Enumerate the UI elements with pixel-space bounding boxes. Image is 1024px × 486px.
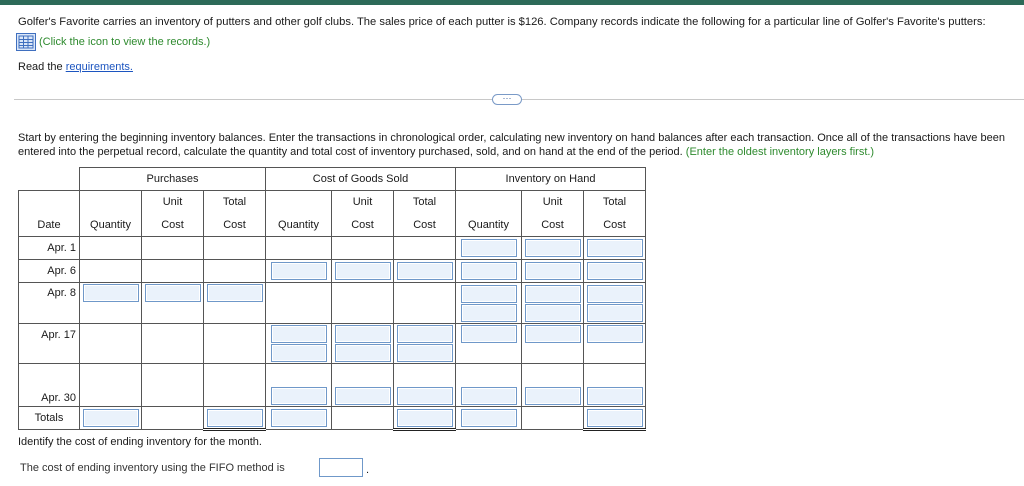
fifo-ending-inventory-input[interactable]: [319, 458, 363, 477]
inv-qty-header-top: [456, 191, 522, 214]
date-apr-6: Apr. 6: [19, 260, 80, 283]
apr1-inv-total-cost-input[interactable]: [587, 239, 643, 257]
apr17-inv-qty-input[interactable]: [461, 325, 517, 343]
apr6-inv-qty-input[interactable]: [461, 262, 517, 280]
cell: [332, 324, 394, 364]
cell: [142, 260, 204, 283]
cell: [266, 283, 332, 324]
cell: [204, 324, 266, 364]
date-apr-8: Apr. 8: [19, 283, 80, 324]
fifo-label: The cost of ending inventory using the FIFO method is: [20, 462, 285, 474]
cell: [80, 407, 142, 430]
totals-inv-total-cost-input[interactable]: [587, 409, 643, 427]
purch-qty-header-top: [80, 191, 142, 214]
apr17-cogs-total-cost-input-2[interactable]: [397, 344, 453, 362]
cell: [456, 407, 522, 430]
view-records-link[interactable]: [16, 33, 210, 51]
read-requirements-line: [18, 61, 133, 73]
cogs-total-cost-header: Cost: [394, 214, 456, 237]
cell: [204, 283, 266, 324]
cell: [456, 260, 522, 283]
cell: [584, 283, 646, 324]
totals-cogs-qty-input[interactable]: [271, 409, 327, 427]
more-options-button[interactable]: ···: [492, 94, 522, 105]
cell: [394, 324, 456, 364]
cell: [80, 324, 142, 364]
cogs-qty-header-top: [266, 191, 332, 214]
cell: [204, 407, 266, 430]
cell: [456, 283, 522, 324]
cell: [332, 283, 394, 324]
cell: [584, 407, 646, 430]
apr30-cogs-qty-input[interactable]: [271, 387, 327, 405]
apr17-cogs-qty-input-2[interactable]: [271, 344, 327, 362]
apr1-inv-qty-input[interactable]: [461, 239, 517, 257]
apr6-cogs-total-cost-input[interactable]: [397, 262, 453, 280]
date-header-top: [19, 191, 80, 214]
totals-purch-qty-input[interactable]: [83, 409, 139, 427]
date-header: Date: [19, 214, 80, 237]
cell: [394, 283, 456, 324]
apr8-inv-qty-input-2[interactable]: [461, 304, 517, 322]
cell: [456, 237, 522, 260]
cell: [584, 364, 646, 407]
apr8-purch-unit-cost-input[interactable]: [145, 284, 201, 302]
cell: [456, 324, 522, 364]
date-apr-30: Apr. 30: [19, 364, 80, 407]
cell: [522, 324, 584, 364]
apr30-inv-unit-cost-input[interactable]: [525, 387, 581, 405]
cell: [332, 260, 394, 283]
inv-total-header-top: Total: [584, 191, 646, 214]
cell: [394, 260, 456, 283]
date-apr-17: Apr. 17: [19, 324, 80, 364]
apr17-cogs-unit-cost-input-2[interactable]: [335, 344, 391, 362]
cell: [142, 324, 204, 364]
apr6-inv-unit-cost-input[interactable]: [525, 262, 581, 280]
apr6-cogs-qty-input[interactable]: [271, 262, 327, 280]
apr8-inv-unit-cost-input-2[interactable]: [525, 304, 581, 322]
cell: [266, 237, 332, 260]
apr17-inv-unit-cost-input[interactable]: [525, 325, 581, 343]
cell: [394, 407, 456, 430]
inv-quantity-header: Quantity: [456, 214, 522, 237]
cell: [204, 364, 266, 407]
apr8-inv-qty-input-1[interactable]: [461, 285, 517, 303]
apr17-cogs-unit-cost-input-1[interactable]: [335, 325, 391, 343]
inv-unit-header-top: Unit: [522, 191, 584, 214]
purch-total-cost-header: Cost: [204, 214, 266, 237]
totals-purch-total-cost-input[interactable]: [207, 409, 263, 427]
cell: [266, 260, 332, 283]
cogs-unit-header-top: Unit: [332, 191, 394, 214]
cell: [522, 364, 584, 407]
cell: [584, 237, 646, 260]
header-cogs: Cost of Goods Sold: [266, 168, 456, 191]
cell: [332, 364, 394, 407]
identify-prompt: Identify the cost of ending inventory for the month.: [18, 436, 262, 448]
totals-cogs-total-cost-input[interactable]: [397, 409, 453, 427]
apr8-inv-total-cost-input-1[interactable]: [587, 285, 643, 303]
header-inventory-on-hand: Inventory on Hand: [456, 168, 646, 191]
cell: [142, 364, 204, 407]
apr8-purch-total-cost-input[interactable]: [207, 284, 263, 302]
header-purchases: Purchases: [80, 168, 266, 191]
corner-blank: [19, 168, 80, 191]
table-grid-icon[interactable]: [16, 33, 36, 51]
cell: [80, 283, 142, 324]
cell: [80, 237, 142, 260]
cell: [204, 237, 266, 260]
apr8-purch-qty-input[interactable]: [83, 284, 139, 302]
cell: [142, 283, 204, 324]
cell: [332, 407, 394, 430]
cell: [522, 237, 584, 260]
cell: [394, 237, 456, 260]
totals-label: Totals: [19, 407, 80, 430]
cogs-total-header-top: Total: [394, 191, 456, 214]
instructions-hint: (Enter the oldest inventory layers first.): [685, 146, 875, 158]
view-records-text[interactable]: (Click the icon to view the records.): [39, 36, 211, 48]
purch-total-header-top: Total: [204, 191, 266, 214]
apr8-inv-unit-cost-input-1[interactable]: [525, 285, 581, 303]
cell: [204, 260, 266, 283]
cell: [266, 407, 332, 430]
cell: [142, 407, 204, 430]
apr30-cogs-unit-cost-input[interactable]: [335, 387, 391, 405]
cell: [266, 364, 332, 407]
purch-unit-cost-header: Cost: [142, 214, 204, 237]
cell: [584, 260, 646, 283]
apr17-cogs-total-cost-input-1[interactable]: [397, 325, 453, 343]
apr17-cogs-qty-input-1[interactable]: [271, 325, 327, 343]
totals-inv-qty-input[interactable]: [461, 409, 517, 427]
cell: [522, 283, 584, 324]
perpetual-inventory-record: [18, 167, 646, 431]
cell: [456, 364, 522, 407]
cell: [522, 260, 584, 283]
fifo-period: .: [366, 464, 370, 476]
apr30-inv-total-cost-input[interactable]: [587, 387, 643, 405]
apr6-inv-total-cost-input[interactable]: [587, 262, 643, 280]
inv-unit-cost-header: Cost: [522, 214, 584, 237]
purch-quantity-header: Quantity: [80, 214, 142, 237]
cell: [394, 364, 456, 407]
apr30-cogs-total-cost-input[interactable]: [397, 387, 453, 405]
read-prefix: Read the: [18, 61, 66, 73]
cell: [522, 407, 584, 430]
date-apr-1: Apr. 1: [19, 237, 80, 260]
apr6-cogs-unit-cost-input[interactable]: [335, 262, 391, 280]
instructions-main: Start by entering the beginning inventory balances. Enter the transactions in chronological order, calculating new inventory on hand balances after each transaction. Once all of the transactions have been entered into the perpetual record, calculate the quantity and total cost of inventory purchased, sold, and on hand at the end of the period.: [18, 132, 1005, 158]
inv-total-cost-header: Cost: [584, 214, 646, 237]
apr8-inv-total-cost-input-2[interactable]: [587, 304, 643, 322]
problem-intro: Golfer's Favorite carries an inventory of putters and other golf clubs. The sales price of each putter is $126. Company records indicate the following for a particular line of Golfer's Favorite's putters:: [18, 16, 986, 28]
cogs-quantity-header: Quantity: [266, 214, 332, 237]
top-accent-bar: [0, 0, 1024, 5]
requirements-link[interactable]: requirements.: [65, 61, 133, 73]
cell: [332, 237, 394, 260]
cell: [142, 237, 204, 260]
cell: [80, 260, 142, 283]
cell: [584, 324, 646, 364]
apr30-inv-qty-input[interactable]: [461, 387, 517, 405]
cell: [266, 324, 332, 364]
instructions: [18, 131, 1022, 159]
apr17-inv-total-cost-input[interactable]: [587, 325, 643, 343]
apr1-inv-unit-cost-input[interactable]: [525, 239, 581, 257]
purch-unit-header-top: Unit: [142, 191, 204, 214]
cogs-unit-cost-header: Cost: [332, 214, 394, 237]
cell: [80, 364, 142, 407]
